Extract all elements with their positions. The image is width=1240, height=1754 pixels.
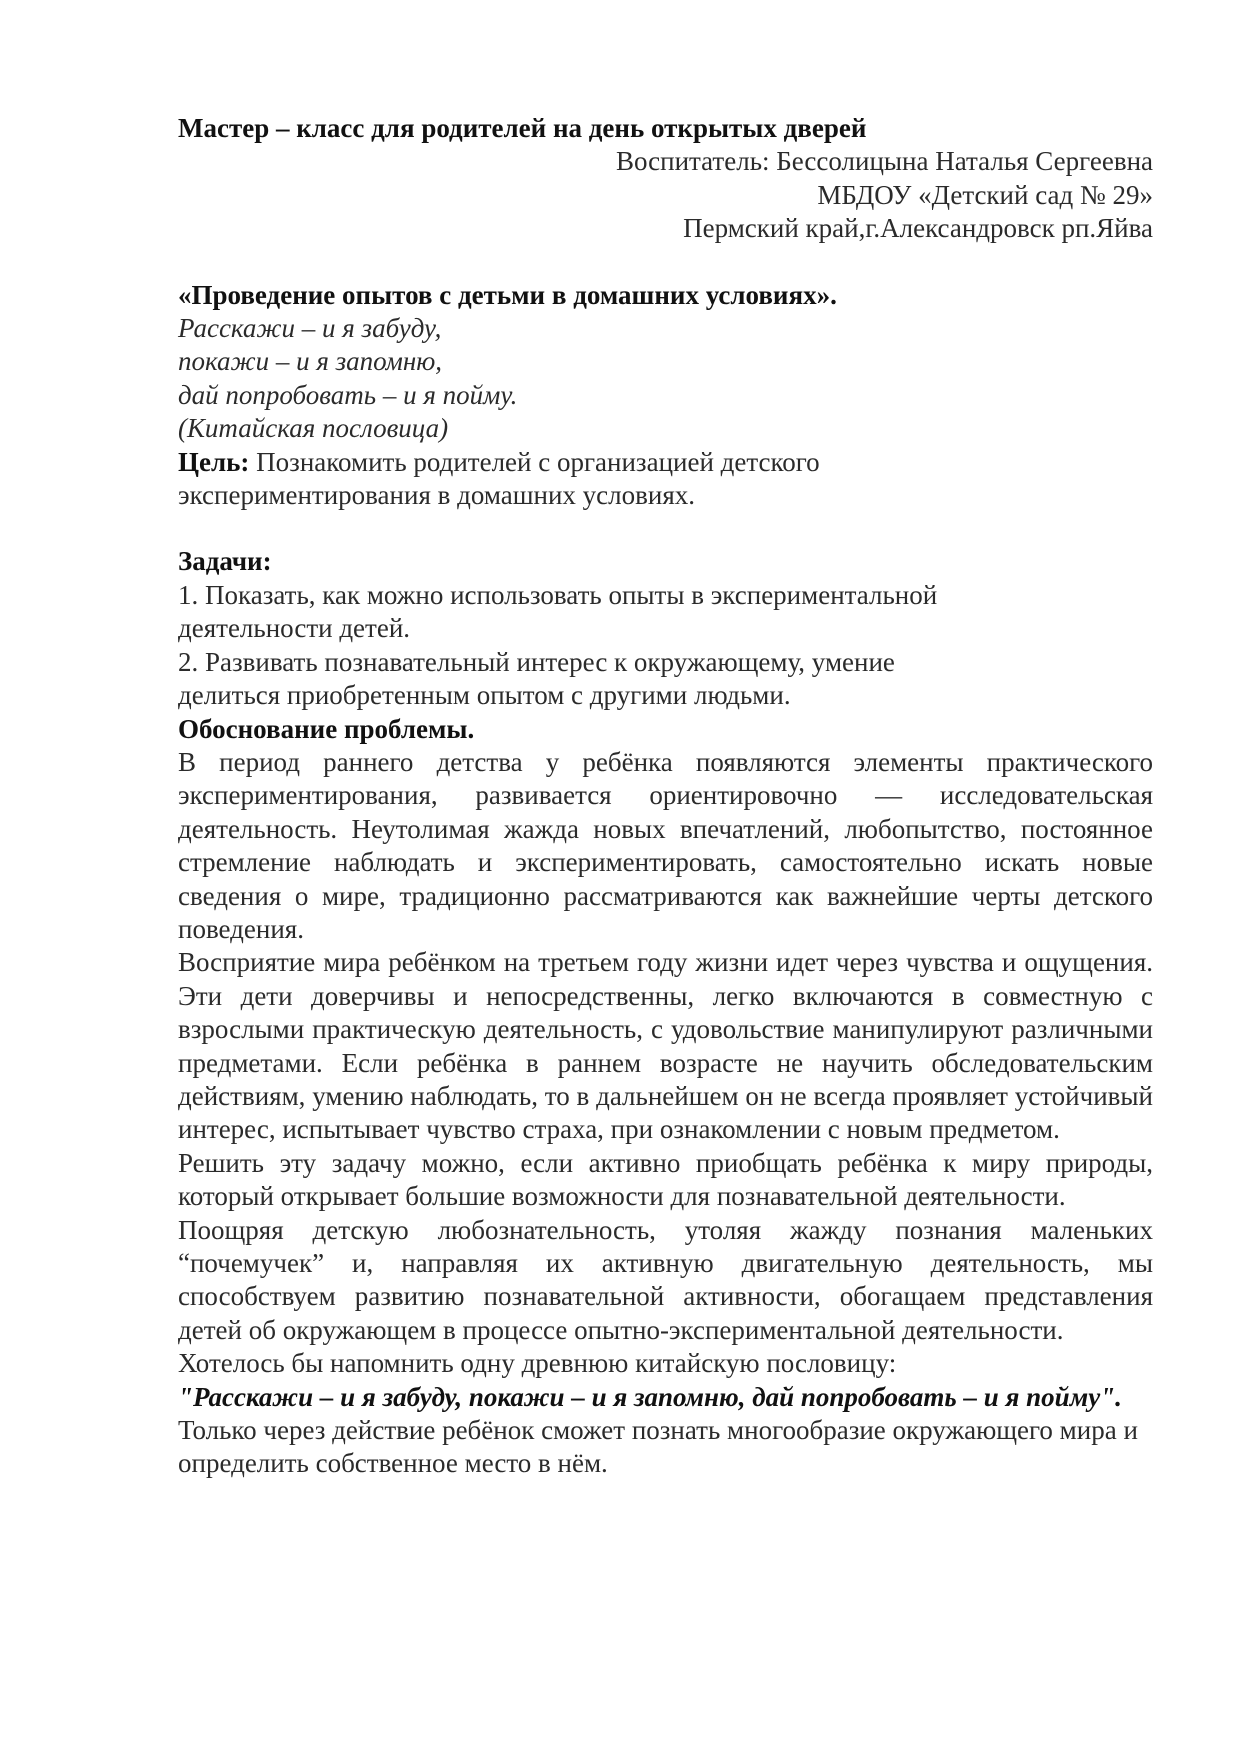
topic-title: «Проведение опытов с детьми в домашних условиях».	[178, 279, 837, 310]
goal-label: Цель:	[178, 446, 250, 477]
rationale-paragraph: Хотелось бы напомнить одну древнюю китайскую пословицу:	[178, 1348, 897, 1379]
rationale-paragraph: В период раннего детства у ребёнка появляются элементы практического экспериментирования, развивается ориентировочно — исследовательская деятельность. Неутолимая жажда новых впечатлений, любопытство, постоянное стремление наблюдать и экспериментировать, самостоятельно искать новые сведения о мире, традиционно рассматриваются как важнейшие черты детского поведения.	[178, 746, 1153, 944]
location-line: Пермский край,г.Александровск рп.Яйва	[683, 213, 1153, 244]
rationale-paragraph: Восприятие мира ребёнком на третьем году жизни идет через чувства и ощущения. Эти дети доверчивы и непосредственны, легко включаются в совместную с взрослыми практическую деятельность, с удовольствие манипулируют различными предметами. Если ребёнка в раннем возрасте не научить обследовательским действиям, умению наблюдать, то в дальнейшем он не всегда проявляет устойчивый интерес, испытывает чувство страха, при ознакомлении с новым предметом.	[178, 947, 1153, 1145]
task-item: 2. Развивать познавательный интерес к окружающему, умение	[178, 646, 895, 677]
proverb-quote: "Расскажи – и я забуду, покажи – и я запомню, дай попробовать – и я пойму".	[178, 1381, 1122, 1412]
goal-paragraph	[178, 446, 1153, 479]
author-line: Воспитатель: Бессолицына Наталья Сергеевна	[615, 146, 1153, 177]
goal-text: Познакомить родителей с организацией детского	[249, 446, 820, 477]
spacer	[178, 246, 1153, 279]
epigraph-line: Расскажи – и я забуду,	[178, 313, 442, 344]
task-item: 1. Показать, как можно использовать опыты в экспериментальной	[178, 579, 938, 610]
task-item: делиться приобретенным опытом с другими людьми.	[178, 680, 791, 711]
rationale-paragraph: Решить эту задачу можно, если активно приобщать ребёнка к миру природы, который открывает большие возможности для познавательной деятельности.	[178, 1147, 1153, 1212]
epigraph-line: дай попробовать – и я пойму.	[178, 379, 518, 410]
task-item: деятельности детей.	[178, 613, 411, 644]
spacer	[178, 512, 1153, 545]
rationale-heading: Обоснование проблемы.	[178, 713, 475, 744]
document-page	[178, 112, 1153, 1481]
epigraph-source: (Китайская пословица)	[178, 413, 449, 444]
tasks-heading: Задачи:	[178, 546, 272, 577]
epigraph-line: покажи – и я запомню,	[178, 346, 443, 377]
closing-paragraph: Только через действие ребёнок сможет познать многообразие окружающего мира и определить собственное место в нём.	[178, 1415, 1138, 1479]
organization-line: МБДОУ «Детский сад № 29»	[817, 179, 1153, 210]
goal-text-continued: экспериментирования в домашних условиях.	[178, 480, 695, 511]
document-title: Мастер – класс для родителей на день открытых дверей	[178, 113, 867, 143]
rationale-paragraph: Поощряя детскую любознательность, утоляя жажду познания маленьких “почемучек” и, направляя их активную двигательную деятельность, мы способствуем развитию познавательной активности, обогащаем представления детей об окружающем в процессе опытно-экспериментальной деятельности.	[178, 1214, 1153, 1345]
